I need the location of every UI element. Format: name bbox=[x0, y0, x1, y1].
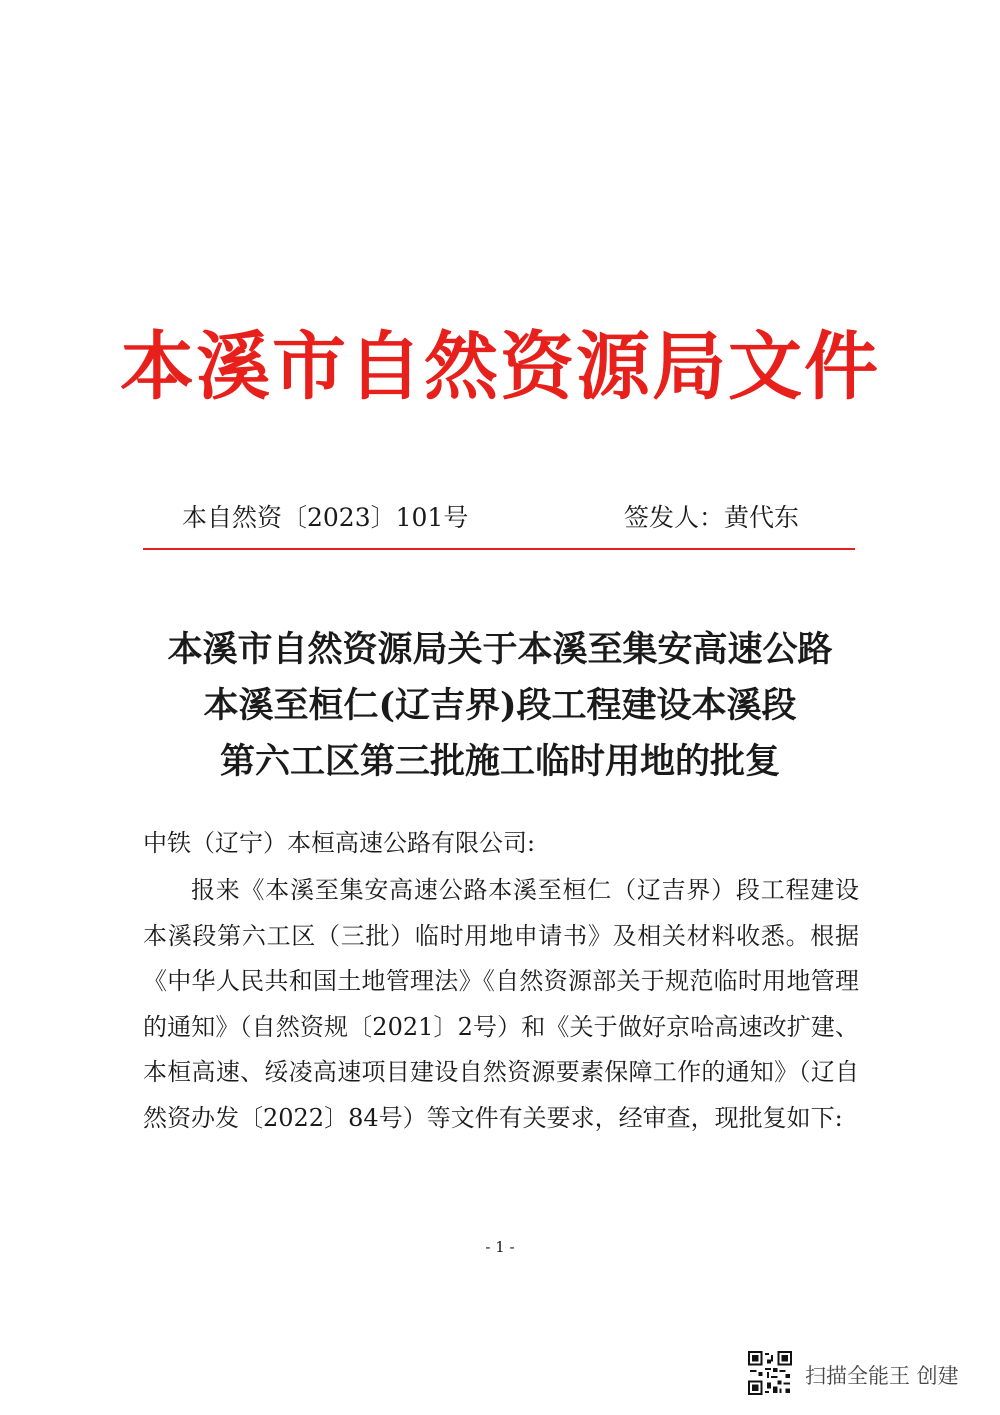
red-divider bbox=[143, 548, 855, 550]
document-header-title: 本溪市自然资源局文件 bbox=[120, 324, 880, 410]
document-number: 本自然资〔2023〕101号 bbox=[182, 503, 469, 532]
page-number: - 1 - bbox=[485, 1238, 515, 1256]
document-title bbox=[0, 622, 1000, 790]
title-line-1: 本溪市自然资源局关于本溪至集安高速公路 bbox=[167, 629, 833, 670]
qr-code-icon bbox=[748, 1351, 792, 1395]
signer: 签发人：黄代东 bbox=[624, 503, 800, 532]
scanner-watermark: 扫描全能王 创建 bbox=[805, 1364, 959, 1388]
body-paragraph: 报来《本溪至集安高速公路本溪至桓仁（辽吉界）段工程建设本溪段第六工区（三批）临时用地申请书》及相关材料收悉。根据《中华人民共和国土地管理法》《自然资源部关于规范临时用地管理的通知》（自然资规〔2021〕2号）和《关于做好京哈高速改扩建、本桓高速、绥凌高速项目建设自然资源要素保障工作的通知》（辽自然资办发〔2022〕84号）等文件有关要求，经审查，现批复如下: bbox=[143, 876, 859, 1132]
addressee: 中铁（辽宁）本桓高速公路有限公司: bbox=[143, 829, 536, 857]
title-line-2: 本溪至桓仁(辽吉界)段工程建设本溪段 bbox=[203, 685, 797, 726]
title-line-3: 第六工区第三批施工临时用地的批复 bbox=[219, 741, 780, 782]
